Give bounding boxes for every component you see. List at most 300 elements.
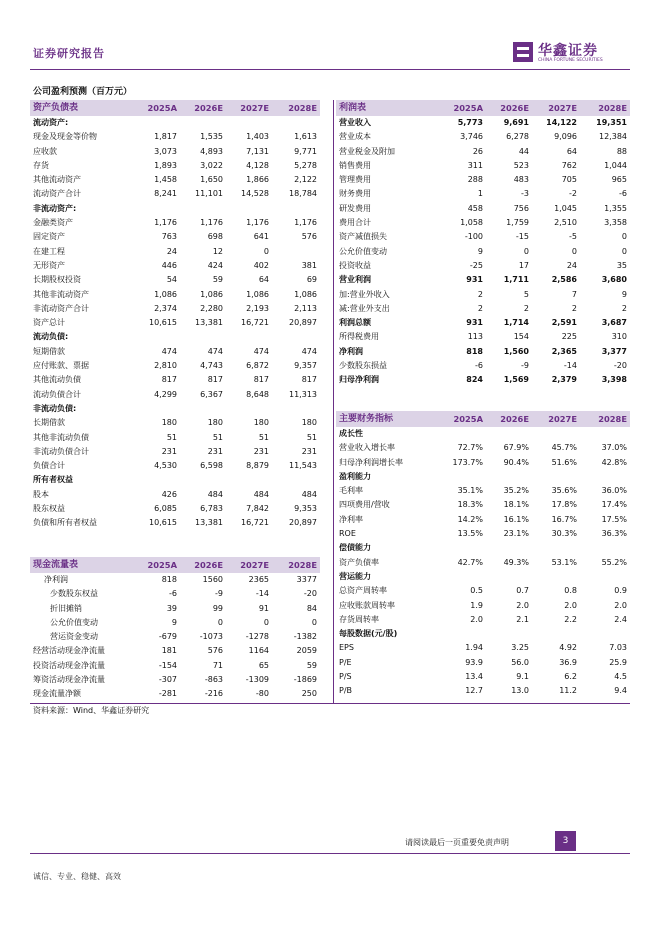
financial-ratios-table bbox=[336, 411, 630, 699]
cell-value bbox=[440, 570, 486, 584]
cell-value bbox=[180, 202, 226, 216]
table-row bbox=[30, 273, 320, 287]
cell-value: -6 bbox=[169, 589, 177, 599]
cell-value: 24 bbox=[566, 260, 577, 270]
table-row bbox=[30, 173, 320, 187]
table-row bbox=[30, 616, 320, 630]
cell-value: 39 bbox=[166, 603, 177, 613]
cell-value: -307 bbox=[158, 675, 177, 685]
column-header: 2025A bbox=[440, 411, 486, 427]
cell-value: 931 bbox=[466, 318, 483, 328]
header-divider bbox=[30, 69, 630, 70]
cell-value: 20,897 bbox=[289, 318, 317, 328]
cell-value bbox=[134, 330, 180, 344]
cell-value: 2.0 bbox=[470, 614, 483, 624]
cell-value: 474 bbox=[253, 346, 269, 356]
cell-value: 30.3% bbox=[551, 529, 577, 539]
table-row bbox=[336, 116, 630, 130]
cell-value: 17.8% bbox=[551, 500, 577, 510]
cell-value: -1309 bbox=[245, 675, 269, 685]
cell-value: 2,374 bbox=[154, 303, 177, 313]
row-label: 归母净利润增长率 bbox=[339, 457, 403, 467]
cell-value: 1,403 bbox=[246, 132, 269, 142]
cell-value: 1,176 bbox=[154, 218, 177, 228]
cell-value: 5,278 bbox=[294, 160, 317, 170]
section-row bbox=[30, 330, 320, 344]
cell-value bbox=[272, 202, 320, 216]
table-title: 资产负债表 bbox=[30, 100, 134, 116]
row-label: 减:营业外支出 bbox=[339, 303, 390, 313]
cell-value: 817 bbox=[301, 375, 317, 385]
cell-value: -1073 bbox=[199, 632, 223, 642]
cell-value: -1382 bbox=[293, 632, 317, 642]
cell-value bbox=[440, 470, 486, 484]
cell-value bbox=[134, 402, 180, 416]
table-row bbox=[30, 431, 320, 445]
cell-value: 14,528 bbox=[241, 189, 269, 199]
cell-value: 1,058 bbox=[460, 218, 483, 228]
cell-value: 1,759 bbox=[506, 218, 529, 228]
cell-value: 72.7% bbox=[457, 443, 483, 453]
column-header: 2026E bbox=[486, 411, 532, 427]
row-label: 管理费用 bbox=[339, 175, 371, 185]
cell-value: 23.1% bbox=[503, 529, 529, 539]
cell-value: 180 bbox=[301, 418, 317, 428]
cell-value: 6,085 bbox=[154, 504, 177, 514]
row-label: 投资收益 bbox=[339, 260, 371, 270]
column-header: 2026E bbox=[180, 100, 226, 116]
table-row bbox=[30, 388, 320, 402]
cell-value: 11.2 bbox=[559, 686, 577, 696]
cell-value: 10,615 bbox=[149, 518, 177, 528]
cell-value: 2.4 bbox=[614, 614, 627, 624]
cell-value: 173.7% bbox=[452, 457, 483, 467]
cell-value: 1,086 bbox=[200, 289, 223, 299]
cell-value: 8,241 bbox=[154, 189, 177, 199]
cell-value bbox=[440, 627, 486, 641]
table-row bbox=[30, 644, 320, 658]
row-label: 折旧摊销 bbox=[50, 603, 82, 613]
cell-value: 1,817 bbox=[154, 132, 177, 142]
cell-value: 1,866 bbox=[246, 175, 269, 185]
table-row bbox=[30, 302, 320, 316]
table-row bbox=[336, 145, 630, 159]
table-title: 利润表 bbox=[336, 100, 440, 116]
table-row bbox=[336, 273, 630, 287]
footer-divider bbox=[30, 853, 630, 854]
column-header: 2027E bbox=[226, 557, 272, 573]
cell-value: -679 bbox=[158, 632, 177, 642]
cell-value: 16.7% bbox=[551, 514, 577, 524]
cell-value: 9.1 bbox=[516, 672, 529, 682]
cell-value: 16,721 bbox=[241, 318, 269, 328]
cell-value: 3377 bbox=[296, 575, 317, 584]
cell-value: 762 bbox=[561, 160, 577, 170]
cell-value: 181 bbox=[161, 646, 177, 656]
cell-value bbox=[134, 202, 180, 216]
row-label: 流动资产: bbox=[33, 118, 69, 127]
row-label: EPS bbox=[339, 643, 354, 653]
cell-value: 446 bbox=[161, 260, 177, 270]
row-label: 偿债能力 bbox=[339, 543, 371, 553]
cell-value: 25.9 bbox=[609, 657, 627, 667]
cell-value: 2,113 bbox=[294, 303, 317, 313]
cell-value: -15 bbox=[515, 232, 529, 242]
cell-value: 5 bbox=[523, 289, 529, 299]
cell-value bbox=[272, 245, 320, 259]
cell-value bbox=[226, 330, 272, 344]
row-label: 盈利能力 bbox=[339, 471, 371, 481]
table-row bbox=[336, 288, 630, 302]
cell-value: 426 bbox=[161, 489, 177, 499]
cell-value: 20,897 bbox=[289, 518, 317, 528]
cell-value: 3,022 bbox=[200, 160, 223, 170]
row-label: 负债合计 bbox=[33, 461, 65, 471]
table-row bbox=[336, 159, 630, 173]
cell-value: 818 bbox=[161, 575, 177, 584]
table-bottom-rule bbox=[30, 703, 630, 704]
cell-value: 2,365 bbox=[551, 346, 577, 356]
row-label: 加:营业外收入 bbox=[339, 289, 390, 299]
cell-value: 88 bbox=[616, 146, 627, 156]
cell-value: 11,543 bbox=[289, 461, 317, 471]
section-row bbox=[336, 427, 630, 441]
cell-value: 17 bbox=[518, 260, 529, 270]
row-label: 短期借款 bbox=[33, 346, 65, 356]
cell-value: -14 bbox=[255, 589, 269, 599]
table-row bbox=[30, 159, 320, 173]
cell-value: 3,687 bbox=[601, 318, 627, 328]
row-label: 销售费用 bbox=[339, 160, 371, 170]
table-row bbox=[336, 656, 630, 670]
cell-value bbox=[532, 627, 580, 641]
cell-value: 0.7 bbox=[516, 586, 529, 596]
cell-value: -25 bbox=[469, 260, 483, 270]
cell-value: 250 bbox=[301, 689, 317, 699]
cell-value: 0 bbox=[263, 617, 269, 627]
cell-value: 13.4 bbox=[465, 672, 483, 682]
cell-value: 756 bbox=[513, 203, 529, 213]
table-row bbox=[30, 602, 320, 616]
cell-value: 19,351 bbox=[596, 118, 627, 127]
cell-value: 11,313 bbox=[289, 389, 317, 399]
cell-value: 641 bbox=[253, 232, 269, 242]
cell-value: 817 bbox=[253, 375, 269, 385]
cell-value: 35.2% bbox=[503, 486, 529, 496]
cell-value: 45.7% bbox=[551, 443, 577, 453]
cell-value: 51 bbox=[306, 432, 317, 442]
row-label: 营业成本 bbox=[339, 132, 371, 142]
cell-value: 1,535 bbox=[200, 132, 223, 142]
column-divider bbox=[333, 100, 334, 704]
column-header: 2027E bbox=[532, 411, 580, 427]
row-label: 营业税金及附加 bbox=[339, 146, 395, 156]
cell-value: 1,711 bbox=[503, 275, 529, 285]
row-label: 筹资活动现金净流量 bbox=[33, 675, 105, 685]
cell-value: 17.5% bbox=[601, 514, 627, 524]
cell-value: -863 bbox=[204, 675, 223, 685]
row-label: 所有者权益 bbox=[33, 475, 73, 485]
table-row bbox=[30, 145, 320, 159]
cell-value: 817 bbox=[207, 375, 223, 385]
column-header: 2025A bbox=[134, 557, 180, 573]
row-label: 总资产周转率 bbox=[339, 586, 387, 596]
row-label: 投资活动现金净流量 bbox=[33, 660, 105, 670]
row-label: 营业收入增长率 bbox=[339, 443, 395, 453]
cell-value bbox=[486, 627, 532, 641]
cell-value: 1,176 bbox=[246, 218, 269, 228]
cell-value: 523 bbox=[513, 160, 529, 170]
table-row bbox=[336, 359, 630, 373]
cell-value bbox=[486, 570, 532, 584]
table-row bbox=[336, 130, 630, 144]
cell-value: 90.4% bbox=[503, 457, 529, 467]
cell-value: 1 bbox=[477, 189, 483, 199]
cell-value: 55.2% bbox=[601, 557, 627, 567]
cell-value bbox=[226, 202, 272, 216]
cell-value: -1869 bbox=[293, 675, 317, 685]
cell-value: 1.9 bbox=[470, 600, 483, 610]
row-label: 少数股东权益 bbox=[50, 589, 98, 599]
row-label: 其他非流动负债 bbox=[33, 432, 89, 442]
cell-value: 4,530 bbox=[154, 461, 177, 471]
cell-value bbox=[580, 627, 630, 641]
cell-value: 42.8% bbox=[601, 457, 627, 467]
cell-value: 13,381 bbox=[195, 518, 223, 528]
cell-value: 2.2 bbox=[564, 614, 577, 624]
table-row bbox=[336, 599, 630, 613]
cell-value: 12,384 bbox=[599, 132, 627, 142]
table-row bbox=[30, 587, 320, 601]
cell-value bbox=[440, 427, 486, 441]
cell-value: 6.2 bbox=[564, 672, 577, 682]
table-row bbox=[30, 416, 320, 430]
cell-value: 18,784 bbox=[289, 189, 317, 199]
table-row bbox=[30, 502, 320, 516]
table-row bbox=[336, 613, 630, 627]
cell-value: -20 bbox=[303, 589, 317, 599]
table-row bbox=[30, 216, 320, 230]
cell-value: 13,381 bbox=[195, 318, 223, 328]
cell-value: 3.25 bbox=[511, 643, 529, 653]
cell-value: 6,367 bbox=[200, 389, 223, 399]
cell-value: 59 bbox=[212, 275, 223, 285]
section-row bbox=[30, 202, 320, 216]
table-row bbox=[336, 216, 630, 230]
report-type-title: 证券研究报告 bbox=[33, 47, 105, 60]
cell-value: 8,648 bbox=[246, 389, 269, 399]
cell-value: 9,096 bbox=[554, 132, 577, 142]
cell-value: 2.1 bbox=[516, 614, 529, 624]
cell-value: 231 bbox=[253, 446, 269, 456]
cell-value: 1,458 bbox=[154, 175, 177, 185]
cell-value: 154 bbox=[513, 332, 529, 342]
cell-value: 484 bbox=[207, 489, 223, 499]
cell-value: 2,193 bbox=[246, 303, 269, 313]
cell-value: 0 bbox=[621, 232, 627, 242]
table-row bbox=[30, 373, 320, 387]
table-row bbox=[336, 513, 630, 527]
cell-value: 26 bbox=[472, 146, 483, 156]
cell-value: 51 bbox=[258, 432, 269, 442]
table-row bbox=[30, 230, 320, 244]
table-row bbox=[336, 684, 630, 698]
cell-value bbox=[486, 427, 532, 441]
cell-value bbox=[226, 473, 272, 487]
cell-value: 71 bbox=[212, 660, 223, 670]
cell-value: 931 bbox=[466, 275, 483, 285]
cell-value: 1,650 bbox=[200, 175, 223, 185]
column-header: 2026E bbox=[486, 100, 532, 116]
cell-value: 311 bbox=[467, 160, 483, 170]
row-label: 固定资产 bbox=[33, 232, 65, 242]
cell-value bbox=[580, 570, 630, 584]
cell-value: 4,743 bbox=[200, 361, 223, 371]
cell-value: 1,613 bbox=[294, 132, 317, 142]
row-label: 现金及现金等价物 bbox=[33, 132, 97, 142]
cell-value: 474 bbox=[161, 346, 177, 356]
row-label: 非流动资产合计 bbox=[33, 303, 89, 313]
column-header: 2028E bbox=[580, 411, 630, 427]
cell-value: 474 bbox=[207, 346, 223, 356]
cell-value: 13.5% bbox=[457, 529, 483, 539]
row-label: 毛利率 bbox=[339, 486, 363, 496]
cell-value bbox=[486, 470, 532, 484]
cell-value: 0 bbox=[263, 246, 269, 256]
cell-value: 35.1% bbox=[457, 486, 483, 496]
cell-value: 51 bbox=[166, 432, 177, 442]
cell-value bbox=[180, 116, 226, 130]
cell-value: 7 bbox=[571, 289, 577, 299]
cell-value: 1,569 bbox=[503, 375, 529, 385]
cashflow-table bbox=[30, 557, 320, 702]
cell-value: 225 bbox=[561, 332, 577, 342]
cell-value: 2.0 bbox=[516, 600, 529, 610]
cell-value: 53.1% bbox=[551, 557, 577, 567]
income-statement-table bbox=[336, 100, 630, 388]
row-label: 营业收入 bbox=[339, 118, 371, 127]
row-label: 应付账款、票据 bbox=[33, 361, 89, 371]
row-label: 资产负债率 bbox=[339, 557, 379, 567]
row-label: 其他流动资产 bbox=[33, 175, 81, 185]
cell-value: 4,893 bbox=[200, 146, 223, 156]
cell-value: 1,714 bbox=[503, 318, 529, 328]
cell-value: 1,893 bbox=[154, 160, 177, 170]
cell-value: 6,783 bbox=[200, 504, 223, 514]
table-row bbox=[336, 556, 630, 570]
cell-value: 0.8 bbox=[564, 586, 577, 596]
cell-value: 2,510 bbox=[554, 218, 577, 228]
row-label: 非流动负债: bbox=[33, 403, 77, 413]
cell-value: 2,280 bbox=[200, 303, 223, 313]
company-logo bbox=[513, 40, 631, 66]
cell-value bbox=[486, 541, 532, 555]
row-label: 无形资产 bbox=[33, 260, 65, 270]
row-label: 归母净利润 bbox=[339, 375, 379, 385]
cell-value: 2.0 bbox=[564, 600, 577, 610]
row-label: 流动资产合计 bbox=[33, 189, 81, 199]
cell-value: 51.6% bbox=[551, 457, 577, 467]
cell-value: 5,773 bbox=[457, 118, 483, 127]
cell-value: 458 bbox=[467, 203, 483, 213]
cell-value: 16,721 bbox=[241, 518, 269, 528]
cell-value: 64 bbox=[258, 275, 269, 285]
cell-value bbox=[272, 116, 320, 130]
row-label: 成长性 bbox=[339, 429, 363, 438]
column-header: 2025A bbox=[440, 100, 486, 116]
cell-value: 1,355 bbox=[604, 203, 627, 213]
cell-value: 8,879 bbox=[246, 461, 269, 471]
cell-value: 10,615 bbox=[149, 318, 177, 328]
cell-value: 576 bbox=[207, 646, 223, 656]
cell-value: 0.5 bbox=[470, 586, 483, 596]
table-row bbox=[336, 245, 630, 259]
row-label: 长期股权投资 bbox=[33, 275, 81, 285]
cell-value: 49.3% bbox=[503, 557, 529, 567]
cell-value: 67.9% bbox=[503, 443, 529, 453]
cell-value: 180 bbox=[253, 418, 269, 428]
cell-value: 0 bbox=[311, 617, 317, 627]
cell-value: 1,086 bbox=[294, 289, 317, 299]
cell-value: 763 bbox=[161, 232, 177, 242]
section-row bbox=[336, 541, 630, 555]
cell-value: 2 bbox=[523, 303, 529, 313]
table-row bbox=[336, 456, 630, 470]
cell-value bbox=[134, 473, 180, 487]
row-label: 现金流量净额 bbox=[33, 689, 81, 699]
row-label: 非流动负债合计 bbox=[33, 446, 89, 456]
cell-value bbox=[180, 330, 226, 344]
row-label: 费用合计 bbox=[339, 218, 371, 228]
cell-value: 59 bbox=[306, 660, 317, 670]
cell-value: 91 bbox=[258, 603, 269, 613]
cell-value: 1,086 bbox=[154, 289, 177, 299]
cell-value: -9 bbox=[215, 589, 223, 599]
cell-value: 2 bbox=[621, 303, 627, 313]
cell-value: 0 bbox=[571, 246, 577, 256]
cell-value: 1,560 bbox=[503, 346, 529, 356]
cell-value: 9,357 bbox=[294, 361, 317, 371]
table-row bbox=[30, 130, 320, 144]
cell-value: 42.7% bbox=[457, 557, 483, 567]
cell-value: 14.2% bbox=[457, 514, 483, 524]
cell-value: 424 bbox=[207, 260, 223, 270]
logo-mark-icon bbox=[513, 42, 533, 62]
table-row bbox=[336, 316, 630, 330]
cell-value: 2365 bbox=[248, 575, 269, 584]
logo-name-cn: 华鑫证券 bbox=[538, 43, 598, 59]
cell-value: 54 bbox=[166, 275, 177, 285]
cell-value: 9 bbox=[621, 289, 627, 299]
cell-value: 1,044 bbox=[604, 160, 627, 170]
table-row bbox=[336, 173, 630, 187]
cell-value: 14,122 bbox=[546, 118, 577, 127]
cell-value: 1560 bbox=[202, 575, 223, 584]
cell-value: 18.1% bbox=[503, 500, 529, 510]
cell-value: 36.9 bbox=[559, 657, 577, 667]
cell-value: 6,872 bbox=[246, 361, 269, 371]
row-label: 金融类资产 bbox=[33, 218, 73, 228]
row-label: P/B bbox=[339, 686, 353, 696]
cell-value: 113 bbox=[467, 332, 483, 342]
cell-value: 2 bbox=[477, 303, 483, 313]
row-label: 四项费用/营收 bbox=[339, 500, 390, 510]
cell-value: 402 bbox=[253, 260, 269, 270]
cell-value bbox=[440, 541, 486, 555]
row-label: 净利润 bbox=[339, 346, 363, 356]
cell-value bbox=[272, 330, 320, 344]
table-row bbox=[30, 673, 320, 687]
